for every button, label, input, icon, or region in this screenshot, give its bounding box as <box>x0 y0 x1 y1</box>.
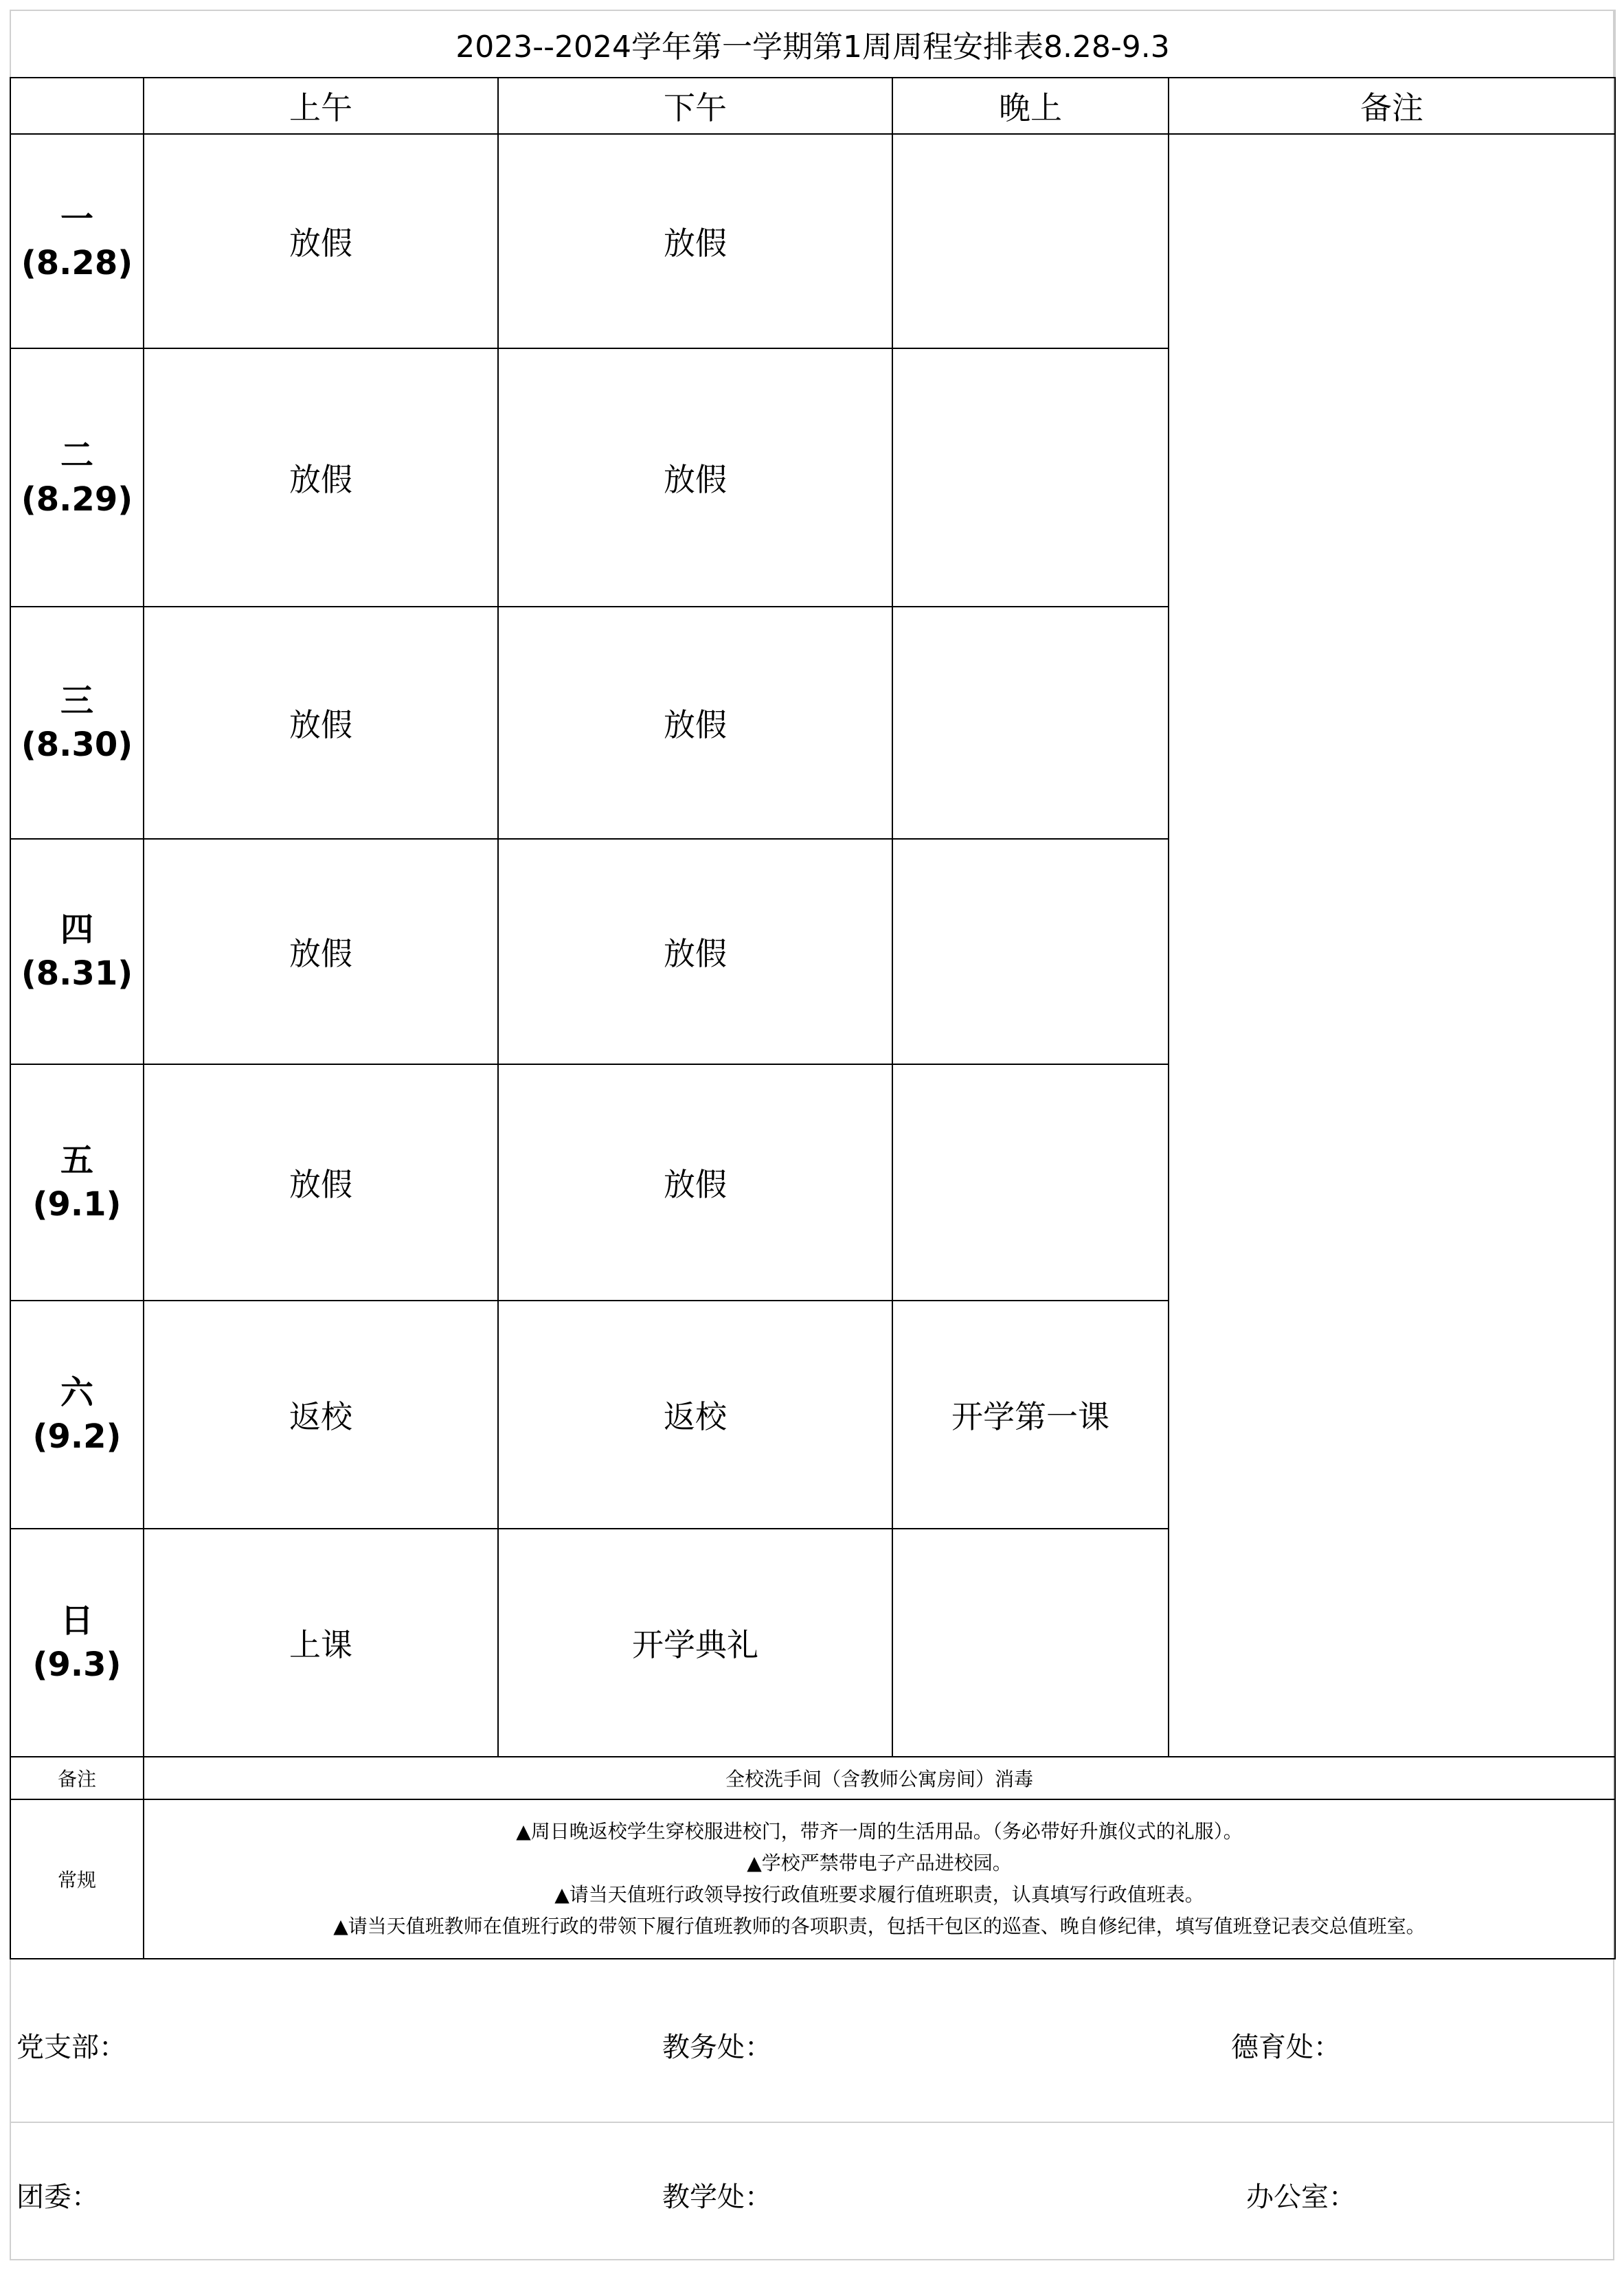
day-date: (8.28) <box>21 244 133 282</box>
sig-general-office: 办公室： <box>1246 2181 1356 2213</box>
day-date: (8.30) <box>21 726 133 764</box>
morning-cell: 放假 <box>144 134 498 348</box>
evening-cell <box>892 348 1169 607</box>
header-notes: 备注 <box>1169 78 1615 134</box>
day-label <box>10 1064 144 1301</box>
rule-line: ▲请当天值班教师在值班行政的带领下履行值班教师的各项职责，包括干包区的巡查、晚自修纪律，填写值班登记表交总值班室。 <box>333 1915 1425 1937</box>
rules-text <box>144 1799 1615 1959</box>
header-afternoon: 下午 <box>498 78 892 134</box>
day-label <box>10 134 144 348</box>
sig-academic-affairs: 教务处： <box>662 2032 772 2063</box>
morning-cell: 放假 <box>144 348 498 607</box>
morning-cell: 上课 <box>144 1529 498 1757</box>
remarks-row <box>10 1757 1615 1799</box>
schedule-table <box>10 10 1616 1959</box>
day-name: 六 <box>60 1373 93 1412</box>
evening-cell <box>892 839 1169 1064</box>
sig-teaching-office: 教学处： <box>662 2181 772 2213</box>
day-name: 三 <box>60 682 93 720</box>
evening-cell <box>892 1529 1169 1757</box>
evening-cell <box>892 134 1169 348</box>
afternoon-cell: 开学典礼 <box>498 1529 892 1757</box>
day-name: 一 <box>60 200 93 238</box>
day-label <box>10 1301 144 1529</box>
day-row-mon <box>10 134 1615 348</box>
rule-line: ▲学校严禁带电子产品进校园。 <box>747 1852 1012 1874</box>
evening-cell: 开学第一课 <box>892 1301 1169 1529</box>
header-evening: 晚上 <box>892 78 1169 134</box>
day-label <box>10 348 144 607</box>
sig-moral-education: 德育处： <box>1231 2032 1341 2063</box>
remarks-label: 备注 <box>10 1757 144 1799</box>
afternoon-cell: 放假 <box>498 348 892 607</box>
header-corner <box>10 78 144 134</box>
day-date: (9.1) <box>32 1185 122 1224</box>
day-name: 五 <box>60 1141 93 1180</box>
schedule-title: 2023--2024学年第一学期第1周周程安排表8.28-9.3 <box>10 10 1615 78</box>
remarks-text: 全校洗手间（含教师公寓房间）消毒 <box>144 1757 1615 1799</box>
sig-party-branch: 党支部： <box>16 2032 126 2063</box>
afternoon-cell: 放假 <box>498 1064 892 1301</box>
morning-cell: 返校 <box>144 1301 498 1529</box>
day-name: 二 <box>60 436 93 475</box>
notes-column <box>1169 134 1615 1757</box>
morning-cell: 放假 <box>144 839 498 1064</box>
sig-youth-league: 团委： <box>16 2181 99 2213</box>
afternoon-cell: 返校 <box>498 1301 892 1529</box>
signature-divider <box>10 2122 1614 2123</box>
evening-cell <box>892 1064 1169 1301</box>
morning-cell: 放假 <box>144 1064 498 1301</box>
rules-row <box>10 1799 1615 1959</box>
day-name: 四 <box>60 910 93 949</box>
day-date: (8.31) <box>21 954 133 993</box>
header-morning: 上午 <box>144 78 498 134</box>
afternoon-cell: 放假 <box>498 839 892 1064</box>
day-date: (9.3) <box>32 1645 122 1684</box>
afternoon-cell: 放假 <box>498 134 892 348</box>
evening-cell <box>892 607 1169 839</box>
morning-cell: 放假 <box>144 607 498 839</box>
day-label <box>10 607 144 839</box>
day-date: (9.2) <box>32 1417 122 1456</box>
day-label <box>10 839 144 1064</box>
day-label <box>10 1529 144 1757</box>
rule-line: ▲周日晚返校学生穿校服进校门，带齐一周的生活用品。（务必带好升旗仪式的礼服）。 <box>516 1820 1243 1843</box>
day-date: (8.29) <box>21 480 133 519</box>
rules-label: 常规 <box>10 1799 144 1959</box>
day-name: 日 <box>60 1602 93 1640</box>
rule-line: ▲请当天值班行政领导按行政值班要求履行值班职责，认真填写行政值班表。 <box>554 1883 1204 1906</box>
afternoon-cell: 放假 <box>498 607 892 839</box>
